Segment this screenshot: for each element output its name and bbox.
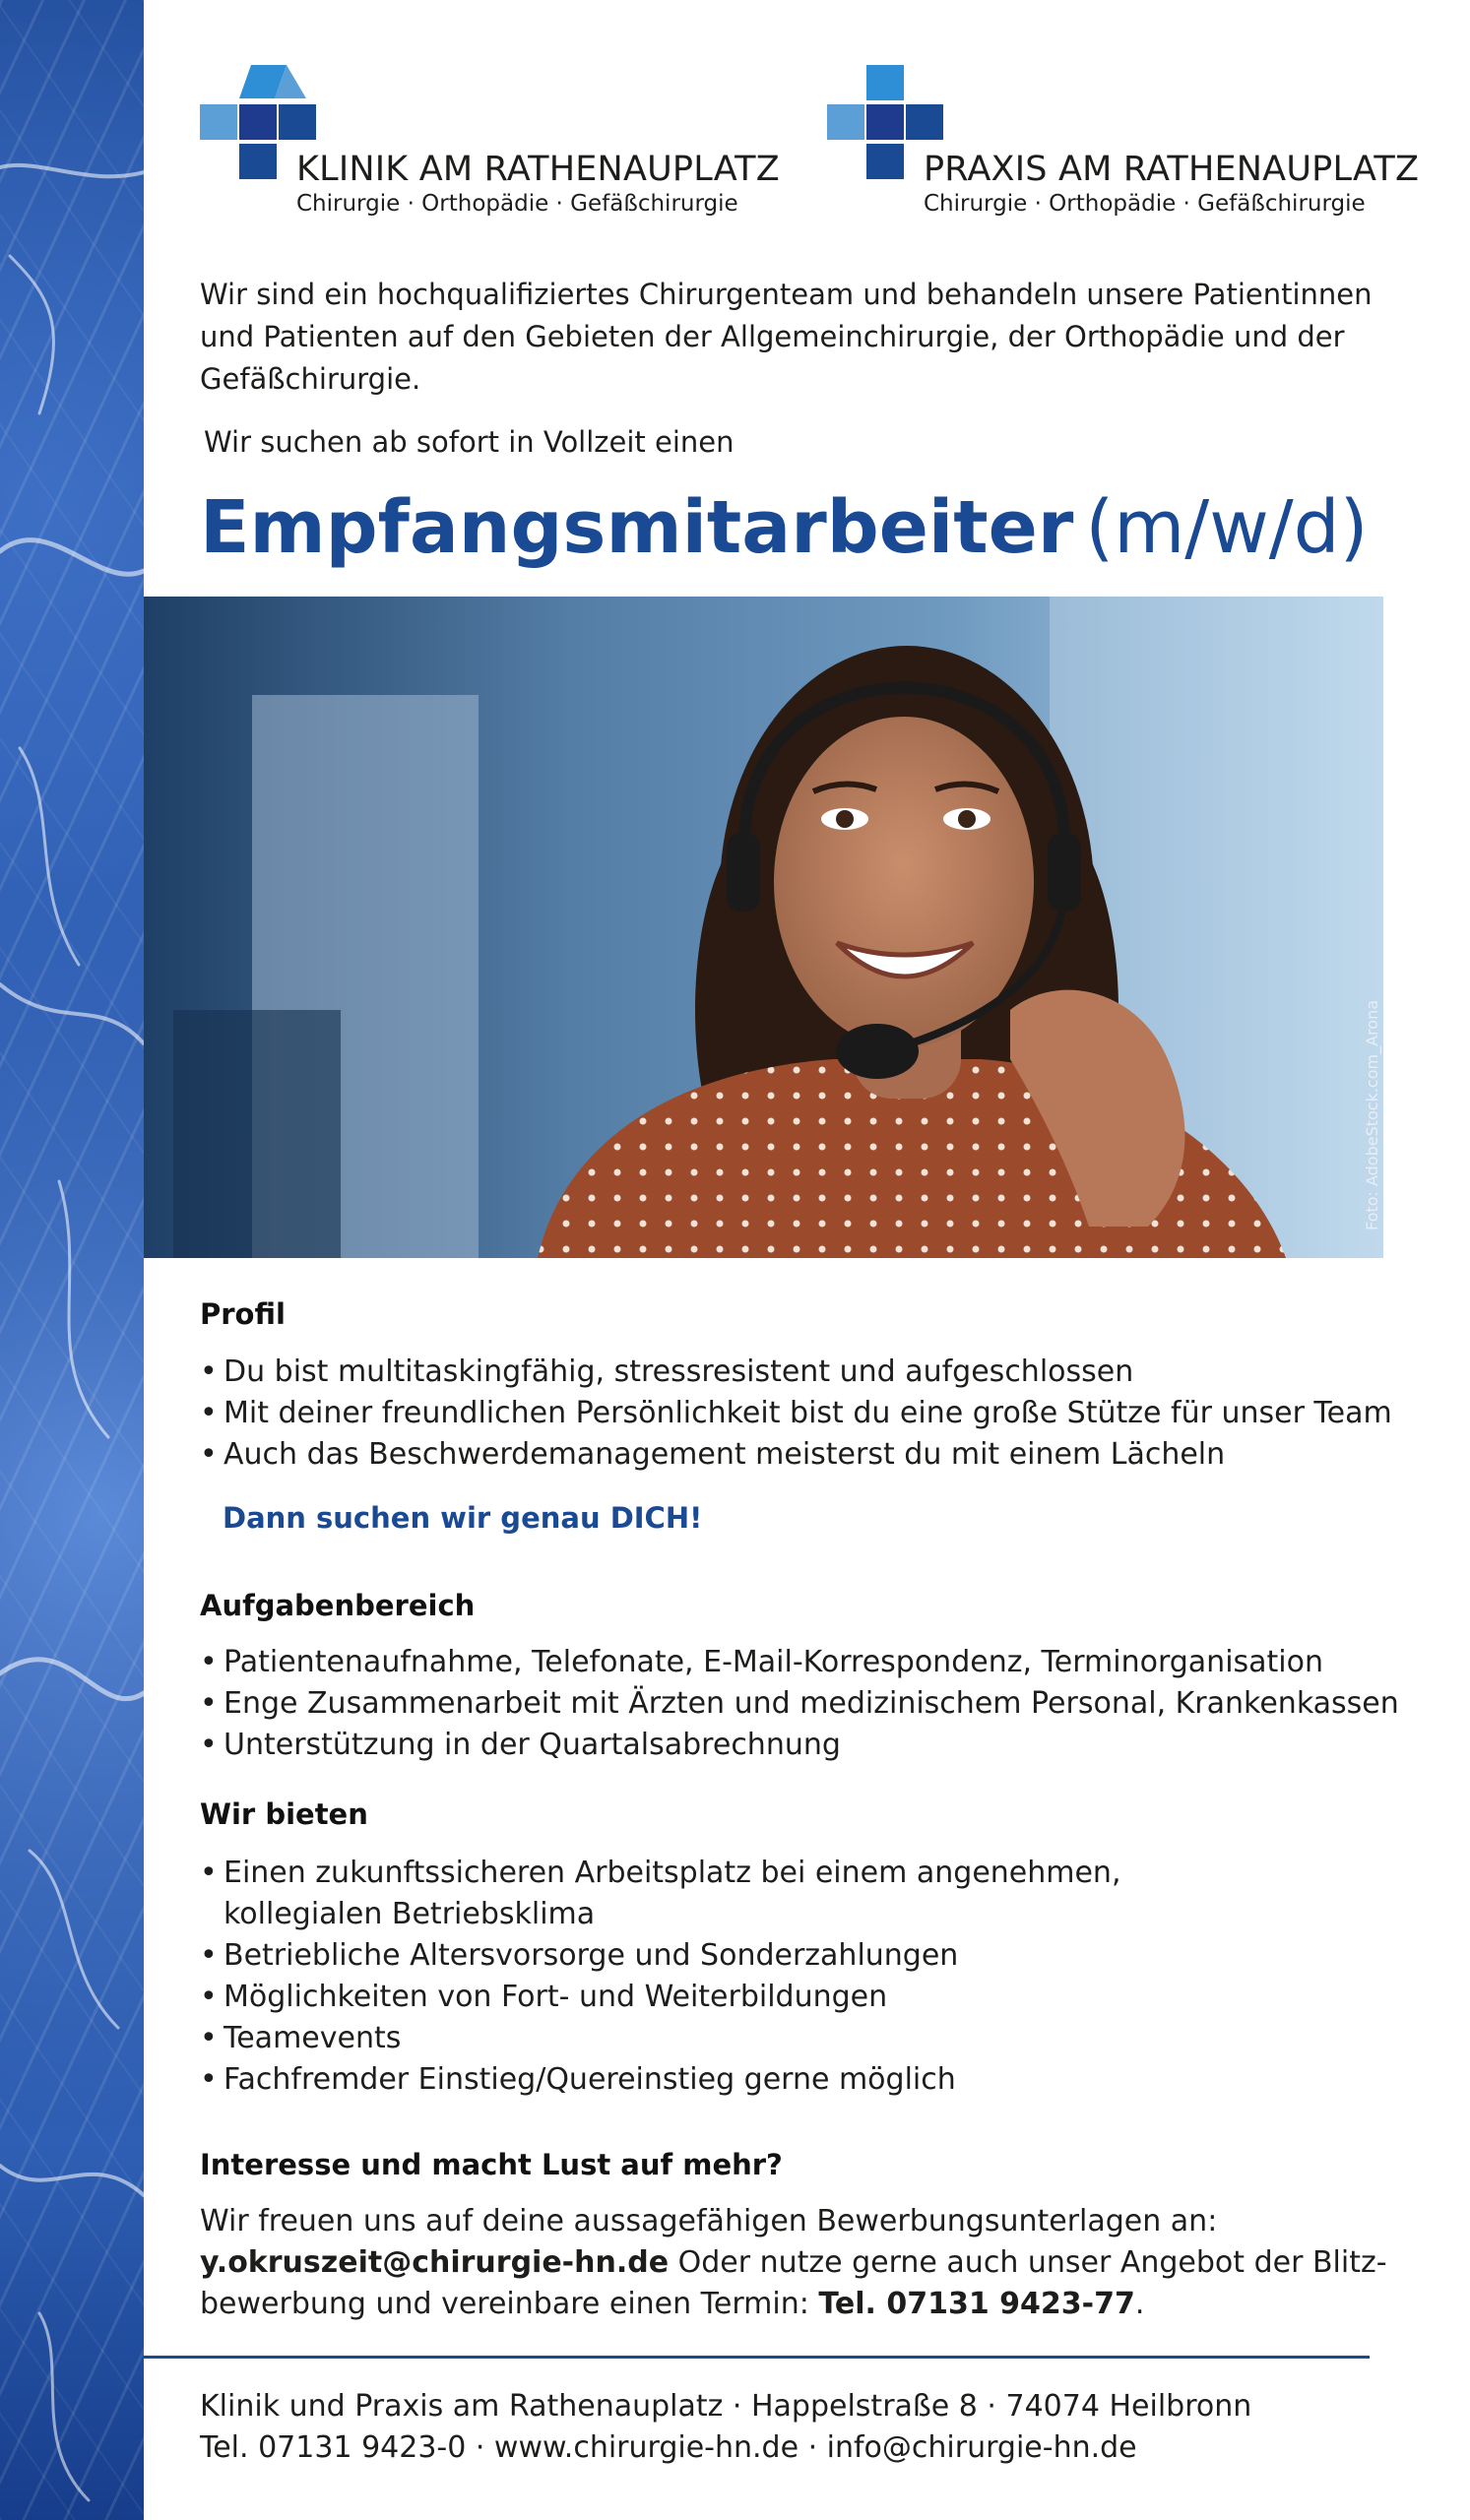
footer-contact: Tel. 07131 9423-0 · www.chirurgie-hn.de · info@chirurgie-hn.de [200, 2430, 1137, 2465]
list-item: • Teamevents [200, 2018, 1263, 2059]
lead-text: Wir suchen ab sofort in Vollzeit einen [204, 425, 735, 459]
logo-klinik-subtitle: Chirurgie · Orthopädie · Gefäßchirurgie [296, 191, 738, 217]
logo-praxis-subtitle: Chirurgie · Orthopädie · Gefäßchirurgie [924, 191, 1366, 217]
list-item: • Patientenaufnahme, Telefonate, E-Mail-Korrespondenz, Terminorganisation [200, 1642, 1411, 1683]
profil-list [200, 1352, 1411, 1476]
list-item: • Unterstützung in der Quartalsabrechnung [200, 1725, 1411, 1766]
section-heading-apply: Interesse und macht Lust auf mehr? [200, 2148, 783, 2181]
logo-klinik-name: KLINIK AM RATHENAUPLATZ [296, 150, 780, 189]
job-title [200, 480, 1369, 575]
intro-line: und Patienten auf den Gebieten der Allgemeinchirurgie, der Orthopädie und der [200, 320, 1345, 353]
decorative-sidebar [0, 0, 144, 2520]
photo-credit: Foto: AdobeStock.com_Arona [1363, 999, 1381, 1230]
apply-phone[interactable]: Tel. 07131 9423-77 [818, 2287, 1135, 2321]
apply-text-end: . [1134, 2287, 1145, 2321]
logo-praxis-name: PRAXIS AM RATHENAUPLATZ [924, 150, 1420, 189]
list-item: • Möglichkeiten von Fort- und Weiterbildungen [200, 1977, 1263, 2018]
apply-intro: Wir freuen uns auf deine aussagefähigen Bewerbungsunterlagen an: [200, 2204, 1218, 2238]
aufgaben-list [200, 1642, 1411, 1766]
receptionist-illustration [144, 597, 1383, 1258]
list-item: • Du bist multitaskingfähig, stressresistent und aufgeschlossen [200, 1352, 1411, 1393]
footer-divider [144, 2356, 1370, 2359]
apply-text [200, 2201, 1421, 2325]
hero-photo [144, 597, 1383, 1258]
bieten-list [200, 1853, 1263, 2101]
section-heading-profil: Profil [200, 1297, 286, 1331]
footer [200, 2386, 1251, 2469]
list-item: • Mit deiner freundlichen Persönlichkeit bist du eine große Stütze für unser Team [200, 1393, 1411, 1434]
apply-email-link[interactable]: y.okruszeit@chirurgie-hn.de [200, 2245, 670, 2280]
list-item: • Einen zukunftssicheren Arbeitsplatz bei einem angenehmen, kollegialen Betriebsklima [200, 1853, 1263, 1935]
intro-line: Wir sind ein hochqualifiziertes Chirurgenteam und behandeln unsere Patientinnen [200, 278, 1373, 311]
callout-text: Dann suchen wir genau DICH! [223, 1501, 703, 1535]
list-item: • Enge Zusammenarbeit mit Ärzten und medizinischem Personal, Krankenkassen [200, 1683, 1411, 1725]
job-title-main: Empfangsmitarbeiter [200, 485, 1074, 570]
list-item: • Betriebliche Altersvorsorge und Sonderzahlungen [200, 1935, 1263, 1977]
section-heading-aufgaben: Aufgabenbereich [200, 1589, 476, 1622]
section-heading-bieten: Wir bieten [200, 1797, 368, 1831]
chalk-texture [0, 0, 144, 2520]
intro-line: Gefäßchirurgie. [200, 362, 421, 396]
job-title-suffix: (m/w/d) [1085, 485, 1369, 570]
intro-text [200, 274, 1421, 401]
footer-address: Klinik und Praxis am Rathenauplatz · Happelstraße 8 · 74074 Heilbronn [200, 2389, 1252, 2424]
list-item: • Fachfremder Einstieg/Quereinstieg gerne möglich [200, 2059, 1263, 2101]
apply-text-middle: Oder nutze gerne auch unser Angebot der Blitz-bewerbung und vereinbare einen Termin: [200, 2245, 1387, 2321]
list-item: • Auch das Beschwerdemanagement meisterst du mit einem Lächeln [200, 1434, 1411, 1476]
